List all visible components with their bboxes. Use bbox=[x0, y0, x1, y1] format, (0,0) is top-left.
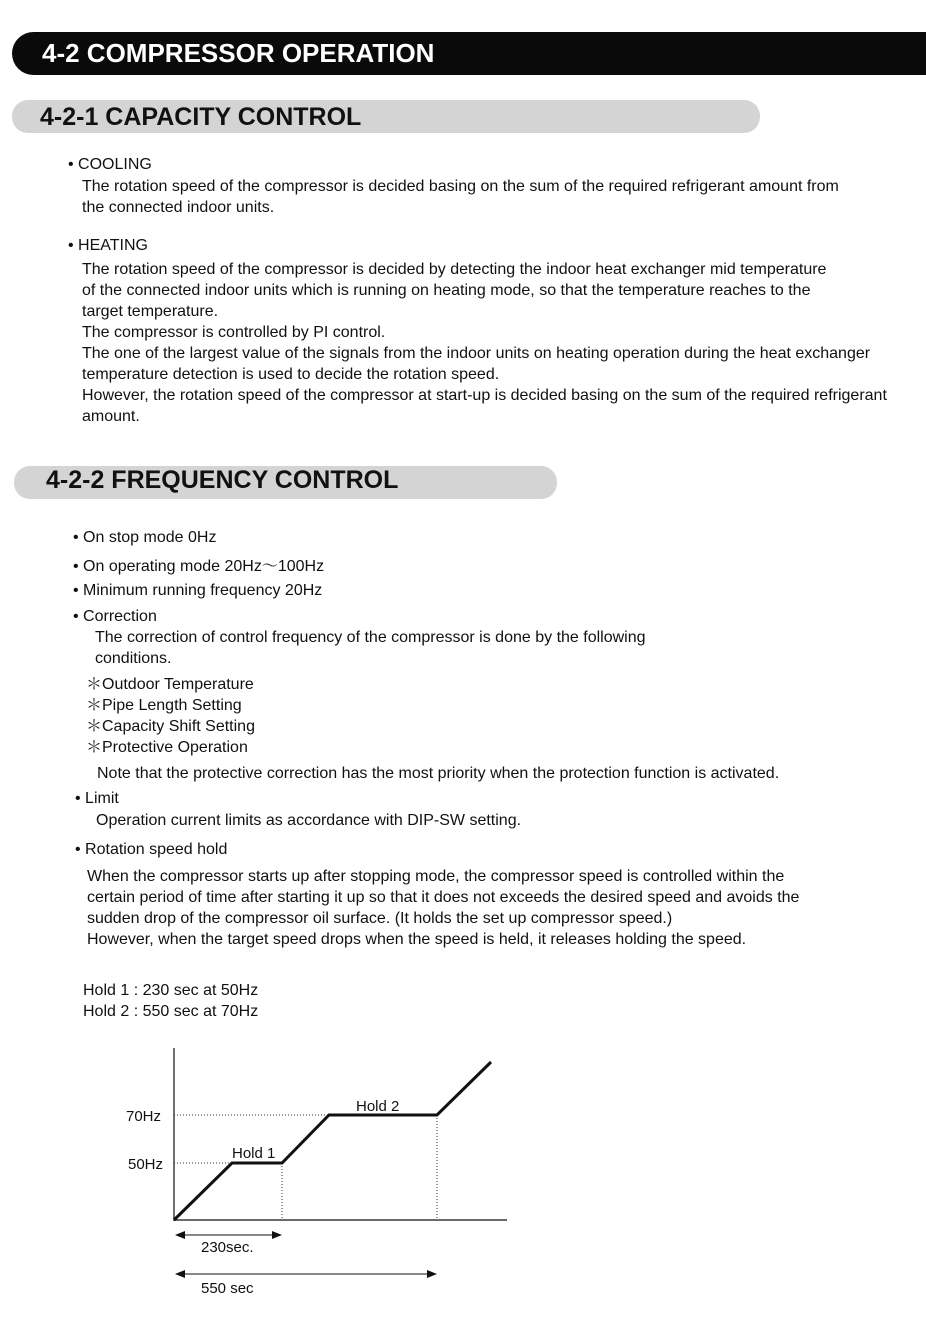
hold-1-spec: Hold 1 : 230 sec at 50Hz bbox=[83, 982, 259, 999]
frequency-hold-diagram bbox=[100, 1040, 520, 1305]
cooling-text-line: the connected indoor units. bbox=[82, 199, 275, 216]
correction-item: ＊Outdoor Temperature bbox=[86, 676, 254, 693]
cooling-label: • COOLING bbox=[68, 156, 152, 173]
cooling-text-line: The rotation speed of the compressor is decided basing on the sum of the required refrigerant amount from bbox=[82, 178, 839, 195]
main-header-bar bbox=[12, 32, 926, 75]
heating-text-line: temperature detection is used to decide the rotation speed. bbox=[82, 366, 500, 383]
speed-profile-line bbox=[174, 1062, 491, 1220]
y-tick-50hz: 50Hz bbox=[128, 1156, 164, 1173]
correction-text-line: The correction of control frequency of the compressor is done by the following bbox=[95, 629, 646, 646]
heating-text-line: The compressor is controlled by PI control. bbox=[82, 324, 386, 341]
correction-item: ＊Capacity Shift Setting bbox=[86, 718, 255, 735]
section-header-capacity-control bbox=[12, 100, 760, 133]
heating-text-line: The rotation speed of the compressor is decided by detecting the indoor heat exchanger mid temperature bbox=[82, 261, 827, 278]
dimension-label-230sec: 230sec. bbox=[201, 1239, 254, 1256]
heating-text-line: target temperature. bbox=[82, 303, 219, 320]
correction-item: ＊Pipe Length Setting bbox=[86, 697, 242, 714]
rotation-hold-text-line: When the compressor starts up after stopping mode, the compressor speed is controlled within the bbox=[87, 868, 785, 885]
operating-mode-item: • On operating mode 20Hz～100Hz bbox=[73, 558, 325, 575]
dimension-label-550sec: 550 sec bbox=[201, 1280, 254, 1297]
heating-text-line: amount. bbox=[82, 408, 140, 425]
correction-item: ＊Protective Operation bbox=[86, 739, 248, 756]
correction-text-line: conditions. bbox=[95, 650, 172, 667]
heating-text-line: The one of the largest value of the signals from the indoor units on heating operation during the heat exchanger bbox=[82, 345, 871, 362]
limit-label: • Limit bbox=[75, 790, 119, 807]
heating-text-line: However, the rotation speed of the compressor at start-up is decided basing on the sum of the required refrigerant bbox=[82, 387, 887, 404]
hold-2-label: Hold 2 bbox=[356, 1098, 400, 1115]
limit-text: Operation current limits as accordance with DIP-SW setting. bbox=[96, 812, 522, 829]
section-title-capacity-control: 4-2-1 CAPACITY CONTROL bbox=[40, 103, 362, 131]
section-header-frequency-control bbox=[14, 466, 557, 499]
rotation-hold-label: • Rotation speed hold bbox=[75, 841, 228, 858]
minimum-frequency-item: • Minimum running frequency 20Hz bbox=[73, 582, 323, 599]
rotation-hold-text-line: However, when the target speed drops when the speed is held, it releases holding the speed. bbox=[87, 931, 747, 948]
section-title-frequency-control: 4-2-2 FREQUENCY CONTROL bbox=[46, 466, 399, 494]
hold-1-label: Hold 1 bbox=[232, 1145, 276, 1162]
rotation-hold-text-line: certain period of time after starting it up so that it does not exceeds the desired speed and avoids the bbox=[87, 889, 800, 906]
y-tick-70hz: 70Hz bbox=[126, 1108, 162, 1125]
correction-label: • Correction bbox=[73, 608, 157, 625]
heating-label: • HEATING bbox=[68, 237, 148, 254]
heating-text-line: of the connected indoor units which is running on heating mode, so that the temperature reaches to the bbox=[82, 282, 811, 299]
rotation-hold-text-line: sudden drop of the compressor oil surface. (It holds the set up compressor speed.) bbox=[87, 910, 673, 927]
hold-2-spec: Hold 2 : 550 sec at 70Hz bbox=[83, 1003, 259, 1020]
correction-note: Note that the protective correction has the most priority when the protection function is activated. bbox=[97, 765, 780, 782]
stop-mode-item: • On stop mode 0Hz bbox=[73, 529, 217, 546]
main-header-title: 4-2 COMPRESSOR OPERATION bbox=[42, 38, 435, 68]
